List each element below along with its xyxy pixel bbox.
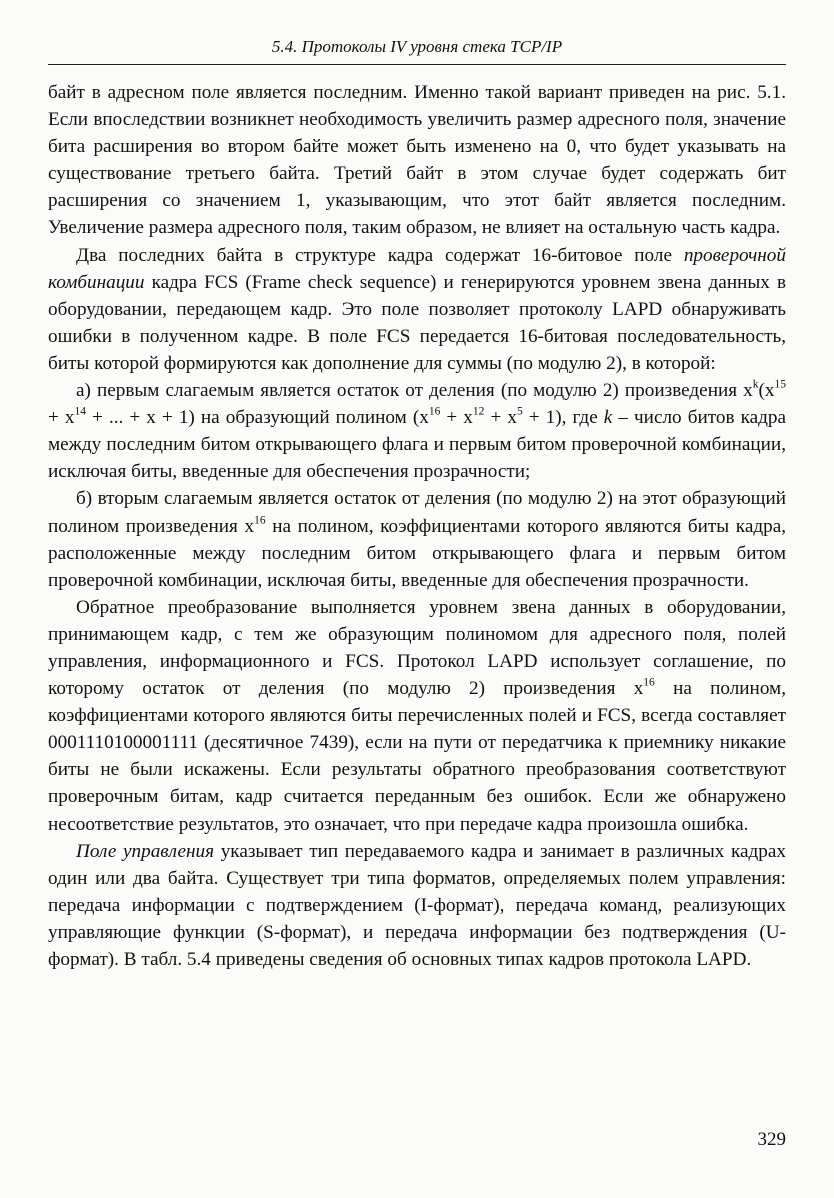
page-number: 329	[757, 1129, 786, 1150]
paragraph-reverse-transform: Обратное преобразование выполняется уровнем звена данных в оборудовании, принимающем кадр, с тем же образующим полиномом для адресного поля, полей управления, информационного и FCS. Протокол LAPD использует соглашение, по которому остаток от деления (по модулю 2) произведения $x^{16}$ на полином, коэффициентами которого являются биты перечисленных полей и FCS, всегда составляет 0001110100001111 (десятичное 7439), если на пути от передатчика к приемнику никакие биты не были искажены. Если результаты обратного преобразования соответствуют проверочным битам, кадр считается переданным без ошибок. Если же обнаружено несоответствие результатов, это означает, что при передаче кадра произошла ошибка.	[48, 596, 786, 835]
body-text	[48, 79, 786, 973]
term-check-combination: проверочной комбинации	[48, 244, 786, 293]
header-rule	[48, 64, 786, 65]
paragraph-control-field: Поле управления указывает тип передаваемого кадра и занимает в различных кадрах один или два байта. Существует три типа форматов, определяемых полем управления: передача информации с подтверждением (I-формат), передача команд, реализующих управляющие функции (S-формат), и передача информации без подтверждения (U-формат). В табл. 5.4 приведены сведения об основных типах кадров протокола LAPD.	[48, 840, 787, 970]
running-header: 5.4. Протоколы IV уровня стека TCP/IP	[271, 37, 563, 56]
list-item-a: а) первым слагаемым является остаток от деления (по модулю 2) произведения $x^k(x^{15} + x^{14}$ + ... + x + 1) на образующий полином $(x^{16} + x^{12} + x^5 + 1)$, где k – число битов кадра между последним битом открывающего флага и первым битом проверочной комбинации, исключая биты, введенные для обеспечения прозрачности;	[48, 378, 787, 483]
paragraph-fcs: Два последних байта в структуре кадра содержат 16-битовое поле проверочной комбинации кадра FCS (Frame check sequence) и генерируются уровнем звена данных в оборудовании, передающем кадр. Это поле позволяет протоколу LAPD обнаруживать ошибки в полученном кадре. В поле FCS передается 16-битовая последовательность, биты которой формируются как дополнение для суммы (по модулю 2), в которой:	[48, 244, 786, 374]
paragraph-address-field: байт в адресном поле является последним. Именно такой вариант приведен на рис. 5.1. Если впоследствии возникнет необходимость увеличить размер адресного поля, значение бита расширения во втором байте может быть изменено на 0, что будет указывать на существование третьего байта. Третий байт в этом случае будет содержать бит расширения со значением 1, указывающим, что этот байт является последним. Увеличение размера адресного поля, таким образом, не влияет на остальную часть кадра.	[48, 82, 786, 239]
term-control-field: Поле управления	[76, 840, 215, 862]
list-item-b: б) вторым слагаемым является остаток от деления (по модулю 2) на этот образующий полином произведения $x^{16}$ на полином, коэффициентами которого являются биты кадра, расположенные между последним битом открывающего флага и первым битом проверочной комбинации, исключая биты, введенные для обеспечения прозрачности.	[48, 488, 787, 591]
